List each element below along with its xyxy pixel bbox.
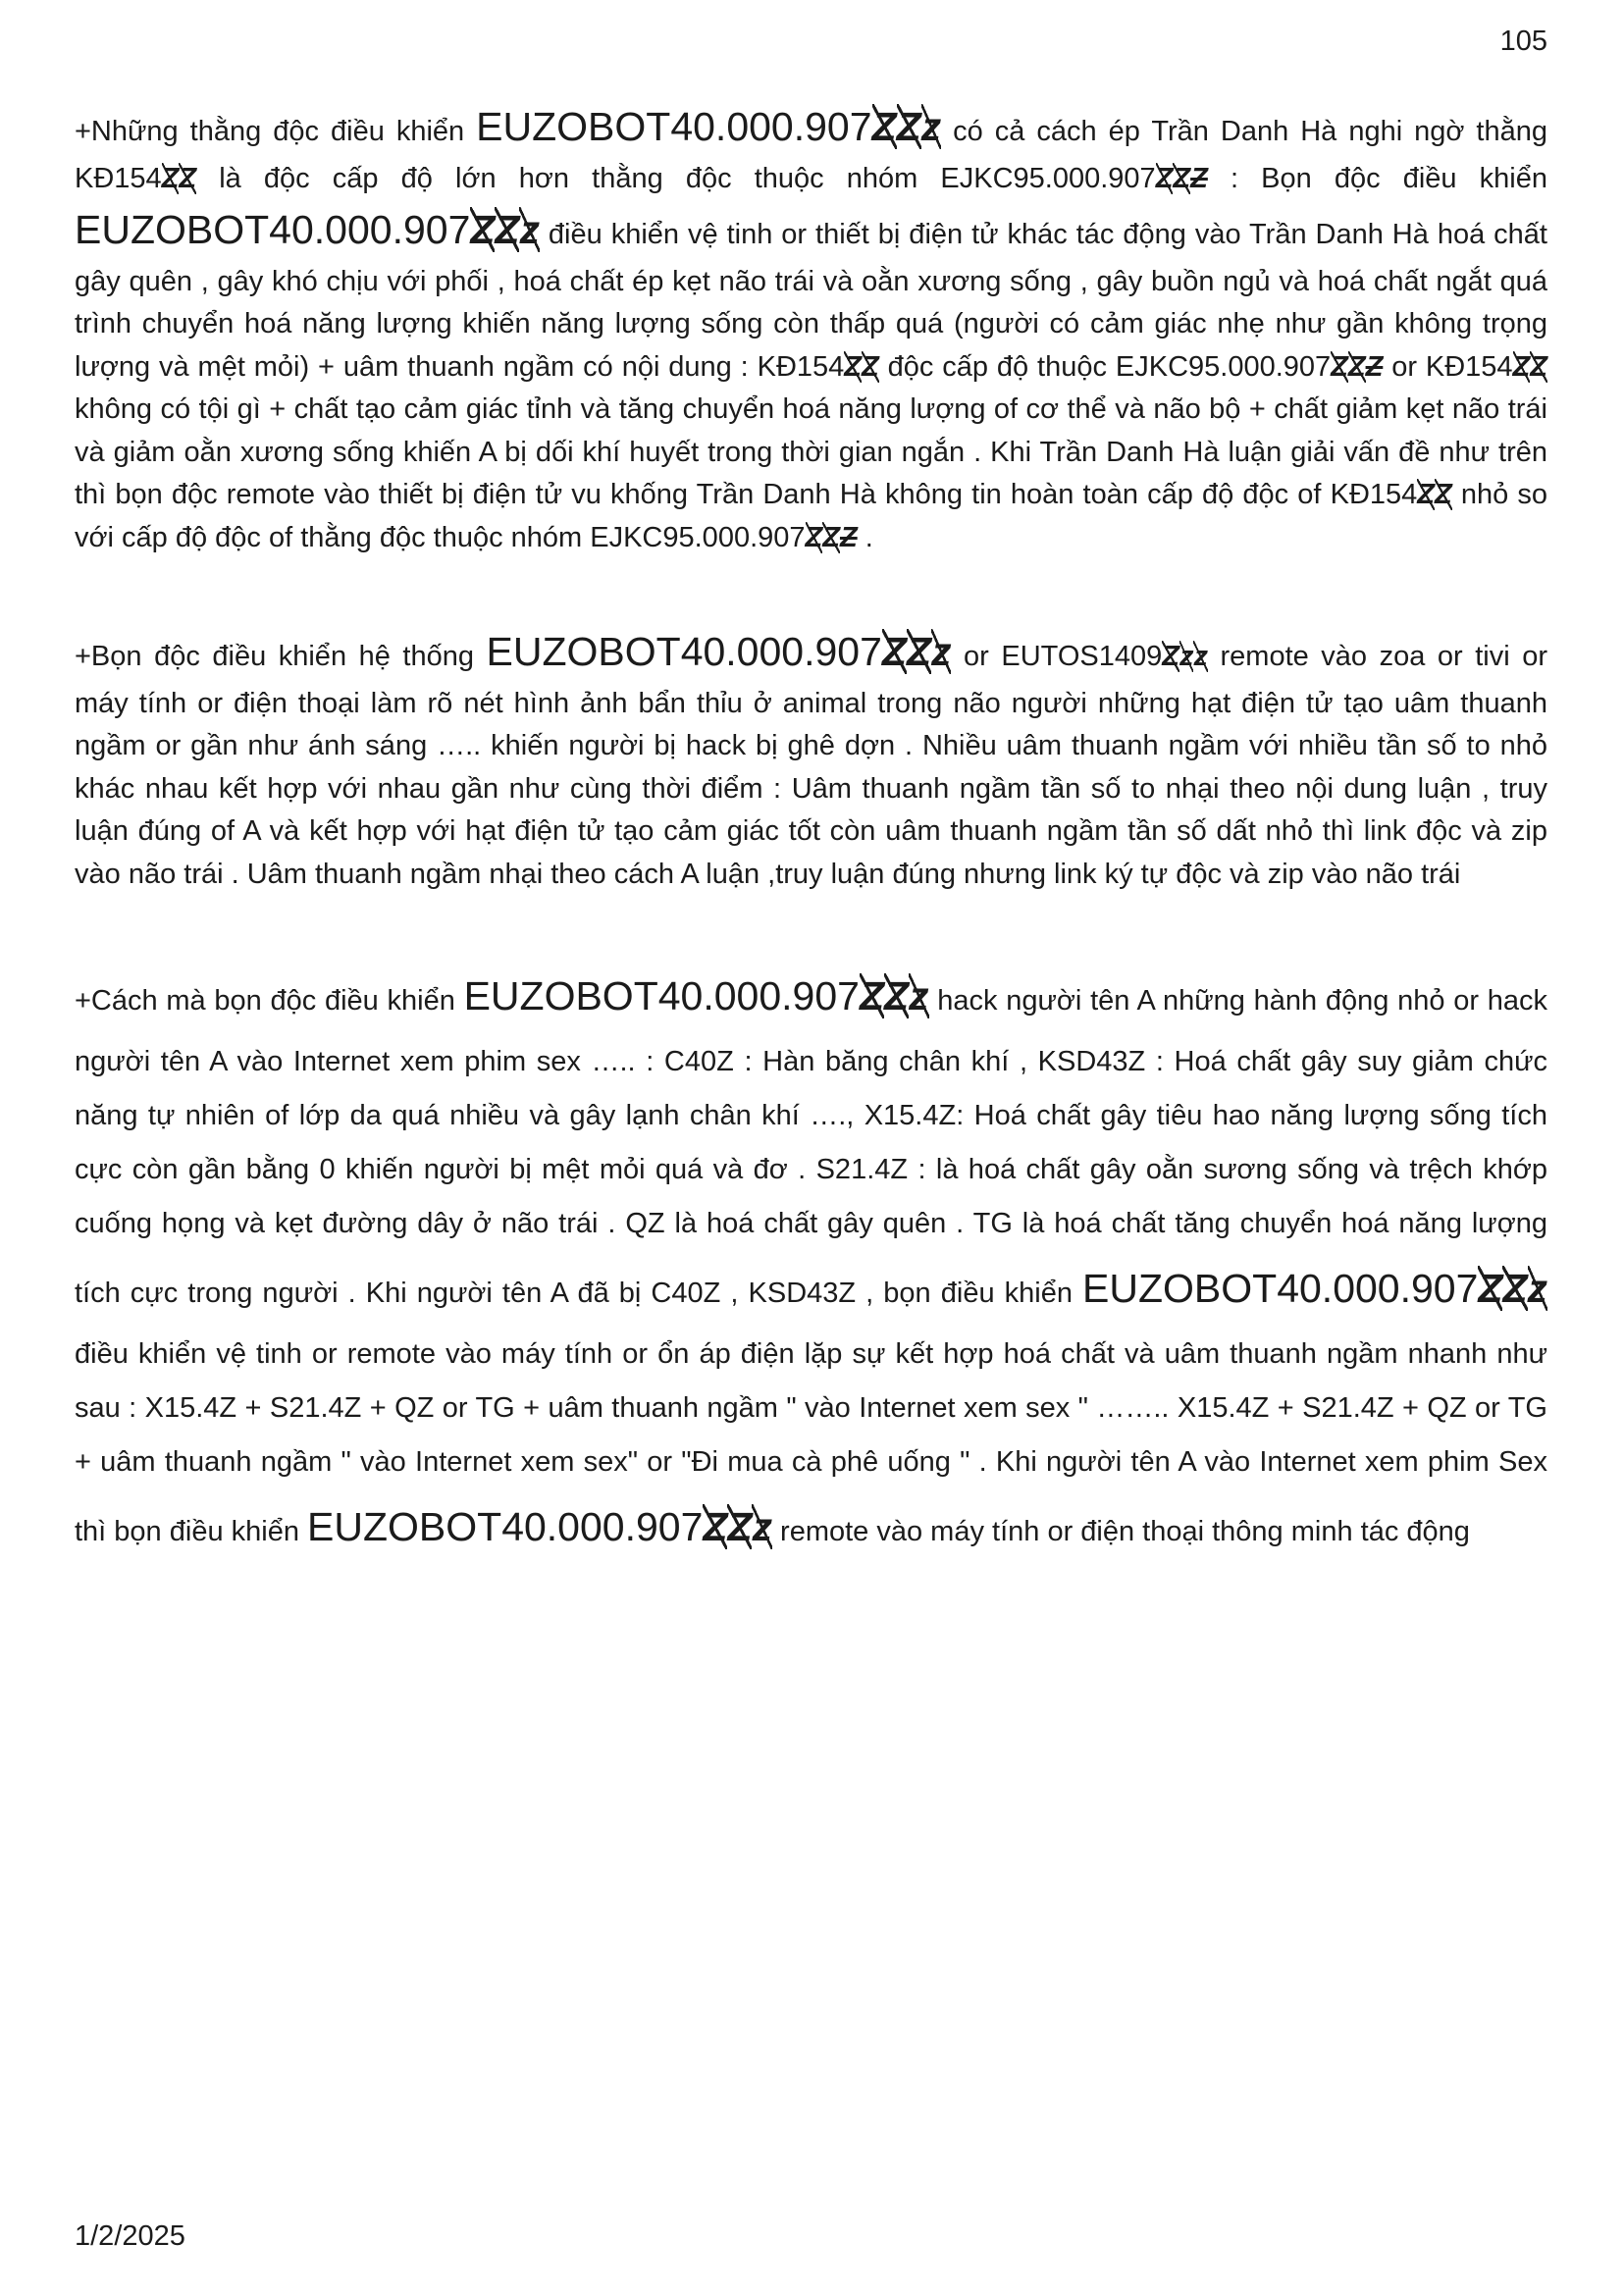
text-run: .: [857, 521, 873, 553]
text-run: remote vào zoa or tivi or máy tính or điện thoại làm rõ nét hình ảnh bẩn thỉu ở animal trong não người những hạt điện tử tạo uâm thuanh ngầm or gần như ánh sáng ….. khiến người bị hack bị ghê dợn . Nhiều uâm thuanh ngầm với nhiều tần số to nhỏ khác nhau kết hợp với nhau gần như cùng thời điểm : Uâm thuanh ngầm tần số to nhại theo nội dung luận , truy luận đúng of A và kết hợp với hạt điện tử tạo cảm giác tốt còn uâm thuanh ngầm tần số dất nhỏ thì link độc và zip vào não trái . Uâm thuanh ngầm nhại theo cách A luận ,truy luận đúng nhưng link ký tự độc và zip vào não trái: [75, 641, 1547, 890]
text-run: or KĐ154: [1383, 350, 1513, 383]
struck-code-letter: z: [920, 104, 942, 149]
system-code-text: EUZOBOT40.000.907: [75, 207, 471, 252]
struck-code-letter: Z: [1435, 479, 1452, 510]
struck-code-letter: z: [752, 1504, 772, 1550]
struck-code-letter: z: [909, 973, 929, 1018]
text-run: là độc cấp độ lớn hơn thằng độc thuộc nhóm EJKC95.000.907: [196, 162, 1156, 194]
struck-code-letter: Z: [883, 973, 910, 1018]
struck-code-letter: Z: [1417, 479, 1435, 510]
struck-code-letter: Z: [805, 521, 823, 553]
text-run: remote vào máy tính or điện thoại thông minh tác động: [771, 1516, 1470, 1548]
struck-code-letter: Z: [844, 350, 863, 383]
system-code-text: EUZOBOT40.000.907: [1082, 1266, 1479, 1312]
struck-code-letter: z: [930, 629, 952, 674]
text-run: +Những thằng độc điều khiển: [75, 116, 477, 147]
system-code-text: EUZOBOT40.000.907: [476, 104, 872, 149]
struck-code-letter: Z: [1478, 1266, 1503, 1312]
text-run: +Cách mà bọn độc điều khiển: [75, 985, 464, 1017]
struck-code-letter: z: [1527, 1266, 1547, 1312]
struck-code-letter: Z: [1331, 350, 1348, 383]
struck-code-letter: Z: [1155, 162, 1174, 194]
text-run: +Bọn độc điều khiển hệ thống: [75, 641, 487, 672]
struck-code-letter: z: [1179, 641, 1194, 672]
struck-code-letter: Z: [1502, 1266, 1528, 1312]
struck-code-letter: z: [519, 207, 540, 252]
text-run: hack người tên A những hành động nhỏ or hack người tên A vào Internet xem phim sex ….. : C40Z : Hàn băng chân khí , KSD43Z : Hoá chất gây suy giảm chức năng tự nhiên of lớp da quá nhiều và gây lạnh chân khí …., X15.4Z: Hoá chất gây tiêu hao năng lượng sống tích cực còn gần bằng 0 khiến người bị mệt mỏi quá và đơ . S21.4Z : là hoá chất gây oằn sương sống và trệch khớp cuống họng và kẹt đường dây ở não trái . QZ là hoá chất gây quên . TG là hoá chất tăng chuyển hoá năng lượng tích cực trong người . Khi người tên A đã bị C40Z , KSD43Z , bọn điều khiển: [75, 985, 1547, 1310]
struck-code-letter: Z: [179, 162, 197, 194]
struck-code-letter: Z: [1512, 350, 1531, 383]
struck-code-letter: Z: [859, 973, 884, 1018]
page-number: 105: [1499, 26, 1547, 57]
struck-code-letter: Z: [727, 1504, 753, 1550]
system-code-text: EUZOBOT40.000.907: [486, 629, 882, 674]
text-run: có cả cách ép Trần Danh Hà nghi ngờ thằng KĐ154: [75, 116, 1547, 194]
system-code-text: EUZOBOT40.000.907: [307, 1504, 704, 1550]
struck-code-letter: Z: [862, 350, 879, 383]
struck-code-letter: Z: [703, 1504, 728, 1550]
document-body: [75, 97, 1547, 1566]
paragraph: [75, 97, 1547, 559]
struck-code-letter: Z: [839, 521, 858, 553]
struck-code-letter: z: [1193, 641, 1208, 672]
struck-code-letter: Z: [896, 104, 921, 149]
struck-code-letter: Z: [822, 521, 840, 553]
struck-code-letter: Z: [906, 629, 931, 674]
text-run: điều khiển vệ tinh or thiết bị điện tử khác tác động vào Trần Danh Hà hoá chất gây quên , gây khó chịu với phối , hoá chất ép kẹt não trái và oằn xương sống , gây buồn ngủ và hoá chất ngắt quá trình chuyển hoá năng lượng khiến năng lượng sống còn thấp quá (người có cảm giác nhẹ như gần không trọng lượng và mệt mỏi) + uâm thuanh ngầm có nội dung : KĐ154: [75, 219, 1547, 383]
text-run: không có tội gì + chất tạo cảm giác tỉnh và tăng chuyển hoá năng lượng of cơ thể và não bộ + chất giảm kẹt não trái và giảm oằn xương sống khiến A bị dối khí huyết trong thời gian ngắn . Khi Trần Danh Hà luận giải vấn đề như trên thì bọn độc remote vào thiết bị điện tử vu khống Trần Danh Hà không tin hoàn toàn cấp độ độc of KĐ154: [75, 393, 1547, 510]
paragraph: [75, 622, 1547, 896]
struck-code-letter: Z: [161, 162, 180, 194]
struck-code-letter: Z: [1162, 641, 1179, 672]
system-code-text: EUZOBOT40.000.907: [463, 973, 860, 1018]
paragraph: [75, 959, 1547, 1566]
text-run: nhỏ so với cấp độ độc of thằng độc thuộc nhóm EJKC95.000.907: [75, 479, 1547, 553]
struck-code-letter: Z: [1190, 162, 1208, 194]
struck-code-letter: Z: [871, 104, 897, 149]
text-run: điều khiển vệ tinh or remote vào máy tính or ổn áp điện lặp sự kết hợp hoá chất và uâm thuanh ngầm nhanh như sau : X15.4Z + S21.4Z + QZ or TG + uâm thuanh ngầm " vào Internet xem sex " …….. X15.4Z + S21.4Z + QZ or TG + uâm thuanh ngầm " vào Internet xem sex" or "Đi mua cà phê uống " . Khi người tên A vào Internet xem phim Sex thì bọn điều khiển: [75, 1338, 1547, 1548]
struck-code-letter: Z: [470, 207, 496, 252]
struck-code-letter: Z: [1365, 350, 1384, 383]
text-run: độc cấp độ thuộc EJKC95.000.907: [878, 350, 1332, 383]
text-run: or EUTOS1409: [951, 641, 1163, 672]
struck-code-letter: Z: [881, 629, 907, 674]
struck-code-letter: Z: [1347, 350, 1366, 383]
date-footer: 1/2/2025: [75, 2220, 185, 2252]
text-run: : Bọn độc điều khiển: [1207, 162, 1547, 194]
struck-code-letter: Z: [1173, 162, 1191, 194]
struck-code-letter: Z: [495, 207, 520, 252]
struck-code-letter: Z: [1530, 350, 1547, 383]
